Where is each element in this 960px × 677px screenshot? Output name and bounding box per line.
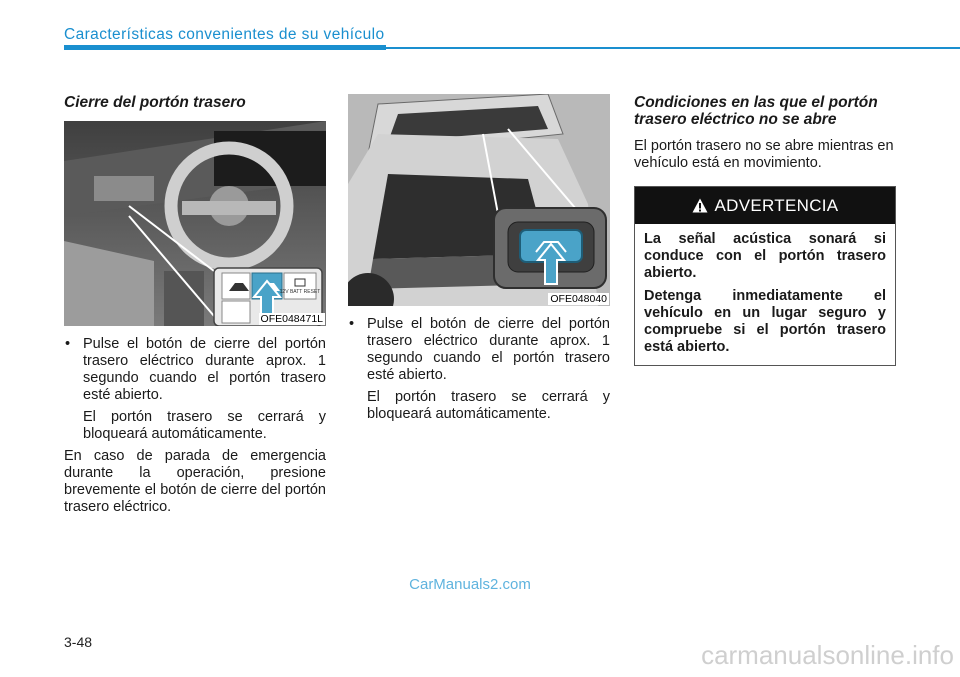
bullet-item-left xyxy=(64,336,326,404)
dashboard-illustration xyxy=(64,121,326,326)
warning-paragraph: Detenga inmediatamente el vehículo en un lugar seguro y compruebe si el portón trasero está abierto. xyxy=(644,288,886,355)
right-column xyxy=(634,94,896,366)
battery-reset-label: 12V BATT RESET xyxy=(279,289,321,295)
note-left: El portón trasero se cerrará y bloqueará automáticamente. xyxy=(83,409,326,442)
footer-site: carmanualsonline.info xyxy=(701,640,954,670)
bullet-dot: • xyxy=(349,316,355,332)
header-title: Características convenientes de su vehículo xyxy=(64,26,385,43)
bullet-text-middle: Pulse el botón de cierre del portón trasero eléctrico durante aprox. 1 segundo cuando el portón trasero esté abierto. xyxy=(367,316,610,383)
image-code-left: OFE048471L xyxy=(260,313,323,325)
section-title-conditions: Condiciones en las que el portón trasero eléctrico no se abre xyxy=(634,94,878,128)
header-rule-accent xyxy=(64,45,386,50)
conditions-paragraph: El portón trasero no se abre mientras en vehículo está en movimiento. xyxy=(634,138,894,171)
page-number: 3-48 xyxy=(64,634,93,650)
bullet-dot: • xyxy=(65,336,71,352)
warning-label: ADVERTENCIA xyxy=(714,195,839,215)
warning-box xyxy=(634,186,896,366)
tailgate-illustration xyxy=(348,94,610,306)
warning-triangle-icon xyxy=(692,198,708,213)
bullet-item-middle xyxy=(348,316,610,384)
warning-body xyxy=(635,224,895,365)
emergency-paragraph: En caso de parada de emergencia durante la operación, presione brevemente el botón de cierre del portón trasero eléctrico. xyxy=(64,448,326,515)
watermark-link[interactable]: CarManuals2.com xyxy=(409,576,531,593)
dashboard-photo xyxy=(64,121,326,326)
warning-paragraph: La señal acústica sonará si conduce con el portón trasero abierto. xyxy=(644,231,886,281)
bullet-text-left: Pulse el botón de cierre del portón trasero eléctrico durante aprox. 1 segundo cuando el portón trasero esté abierto. xyxy=(83,336,326,403)
image-code-middle: OFE048040 xyxy=(550,293,607,305)
note-middle: El portón trasero se cerrará y bloqueará automáticamente. xyxy=(367,389,610,422)
middle-column xyxy=(348,94,610,423)
section-title-close-tailgate: Cierre del portón trasero xyxy=(64,94,246,111)
warning-header xyxy=(635,187,895,224)
left-column xyxy=(64,94,326,516)
tailgate-photo xyxy=(348,94,610,306)
